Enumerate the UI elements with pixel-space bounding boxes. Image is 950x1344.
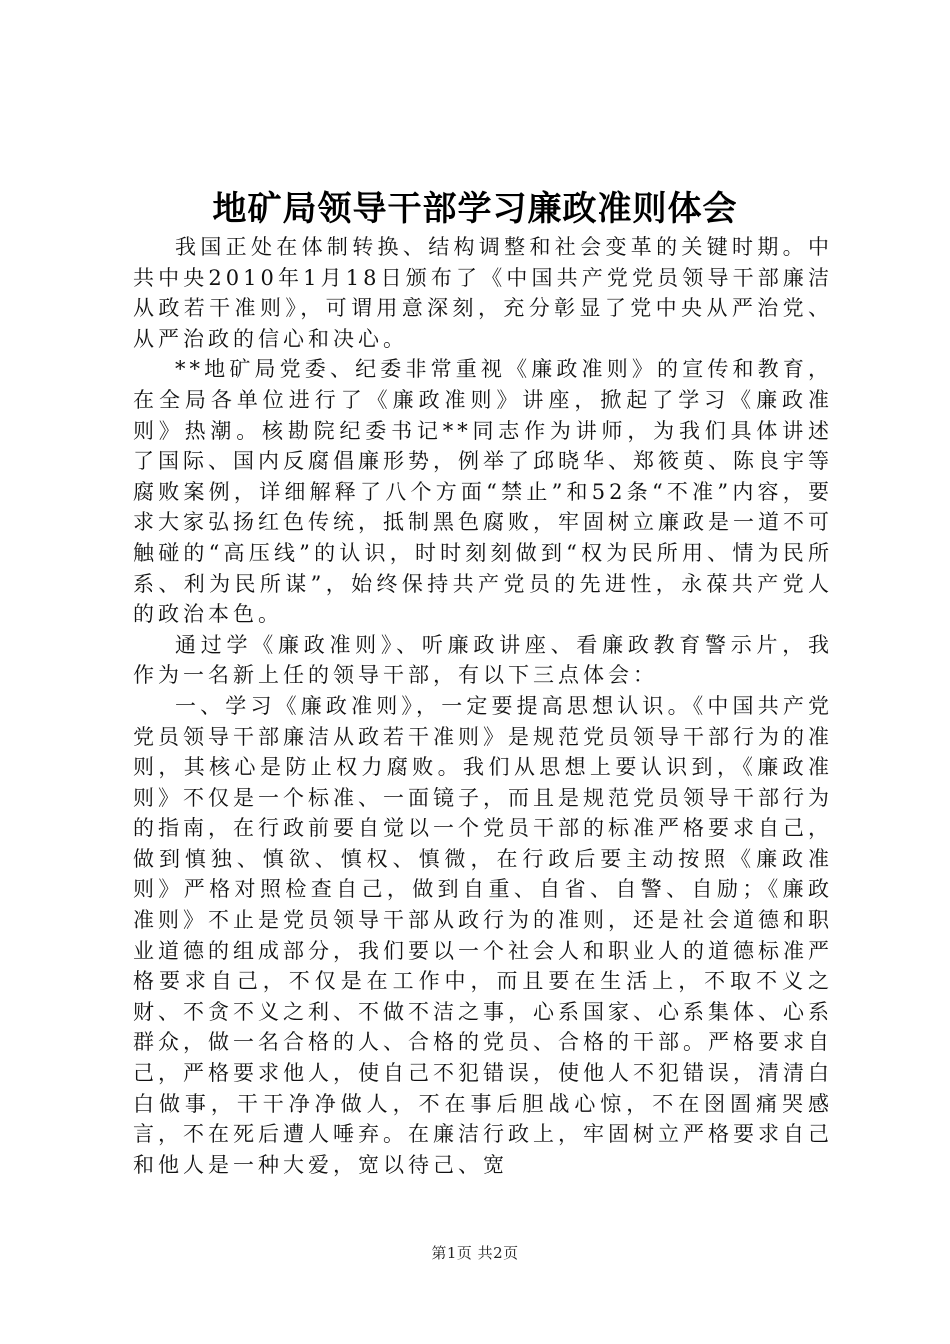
paragraph-2: **地矿局党委、纪委非常重视《廉政准则》的宣传和教育，在全局各单位进行了《廉政准则》讲座，掀起了学习《廉政准则》热潮。核勘院纪委书记**同志作为讲师，为我们具体讲述了国际、国内反腐倡廉形势，例举了邱晓华、郑筱萸、陈良宇等腐败案例，详细解释了八个方面“禁止”和52条“不准”内容，要求大家弘扬红色传统，抵制黑色腐败，牢固树立廉政是一道不可触碰的“高压线”的认识，时时刻刻做到“权为民所用、情为民所系、利为民所谋”，始终保持共产党员的先进性，永葆共产党人的政治本色。	[133, 357, 833, 627]
page-footer: 第1页 共2页	[431, 1244, 519, 1262]
paragraph-3: 通过学《廉政准则》、听廉政讲座、看廉政教育警示片，我作为一名新上任的领导干部，有以下三点体会：	[133, 632, 833, 688]
document-title: 地矿局领导干部学习廉政准则体会	[212, 189, 738, 229]
paragraph-1: 我国正处在体制转换、结构调整和社会变革的关键时期。中共中央2010年1月18日颁布了《中国共产党党员领导干部廉洁从政若干准则》，可谓用意深刻，充分彰显了党中央从严治党、从严治政的信心和决心。	[133, 235, 833, 351]
document-body	[133, 232, 833, 1180]
paragraph-4: 一、学习《廉政准则》，一定要提高思想认识。《中国共产党党员领导干部廉洁从政若干准则》是规范党员领导干部行为的准则，其核心是防止权力腐败。我们从思想上要认识到，《廉政准则》不仅是一个标准、一面镜子，而且是规范党员领导干部行为的指南，在行政前要自觉以一个党员干部的标准严格要求自己，做到慎独、慎欲、慎权、慎微，在行政后要主动按照《廉政准则》严格对照检查自己，做到自重、自省、自警、自励；《廉政准则》不止是党员领导干部从政行为的准则，还是社会道德和职业道德的组成部分，我们要以一个社会人和职业人的道德标准严格要求自己，不仅是在工作中，而且要在生活上，不取不义之财、不贪不义之利、不做不洁之事，心系国家、心系集体、心系群众，做一名合格的人、合格的党员、合格的干部。严格要求自己，严格要求他人，使自己不犯错误，使他人不犯错误，清清白白做事，干干净净做人，不在事后胆战心惊，不在囹圄痛哭感言，不在死后遭人唾弃。在廉洁行政上，牢固树立严格要求自己和他人是一种大爱，宽以待己、宽	[133, 693, 833, 1177]
